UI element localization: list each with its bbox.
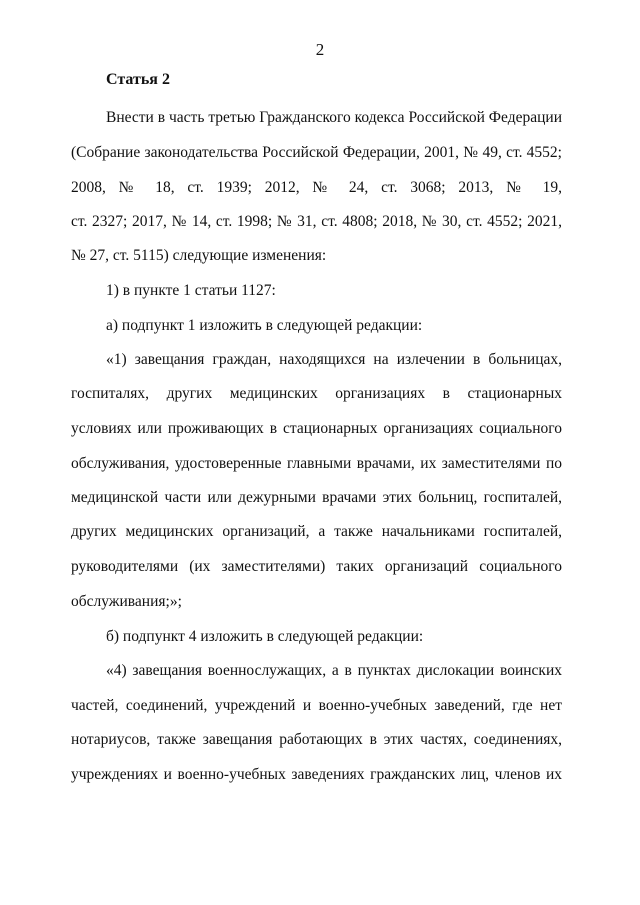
text-line-10: условиях или проживающих в стационарных организациях социального [71,420,562,437]
article-heading: Статья 2 [106,71,170,88]
text-line-2: (Собрание законодательства Российской Федерации, 2001, № 49, ст. 4552; [71,144,562,161]
text-line-3: 2008, № 18, ст. 1939; 2012, № 24, ст. 3068; 2013, № 19, [71,179,562,196]
text-line-1: Внести в часть третью Гражданского кодекса Российской Федерации [106,109,562,126]
text-line-20: учреждениях и военно-учебных заведениях гражданских лиц, членов их [71,766,562,783]
text-line-5: № 27, ст. 5115) следующие изменения: [71,247,327,264]
text-line-8: «1) завещания граждан, находящихся на излечении в больницах, [106,351,562,368]
text-line-6: 1) в пункте 1 статьи 1127: [106,282,276,299]
text-line-16: б) подпункт 4 изложить в следующей редакции: [106,628,424,645]
text-line-17: «4) завещания военнослужащих, а в пунктах дислокации воинских [106,662,562,679]
text-line-7: а) подпункт 1 изложить в следующей редакции: [106,317,423,334]
text-line-19: нотариусов, также завещания работающих в этих частях, соединениях, [71,731,562,748]
text-line-18: частей, соединений, учреждений и военно-учебных заведений, где нет [71,697,562,714]
text-line-11: обслуживания, удостоверенные главными врачами, их заместителями по [71,455,562,472]
text-line-15: обслуживания;»; [71,593,182,610]
text-line-9: госпиталях, других медицинских организациях в стационарных [71,385,562,402]
text-line-13: других медицинских организаций, а также начальниками госпиталей, [71,523,562,540]
text-line-14: руководителями (их заместителями) таких организаций социального [71,558,562,575]
text-line-12: медицинской части или дежурными врачами этих больниц, госпиталей, [71,489,562,506]
page-number: 2 [315,40,325,59]
text-line-4: ст. 2327; 2017, № 14, ст. 1998; № 31, ст. 4808; 2018, № 30, ст. 4552; 2021, [71,213,562,230]
